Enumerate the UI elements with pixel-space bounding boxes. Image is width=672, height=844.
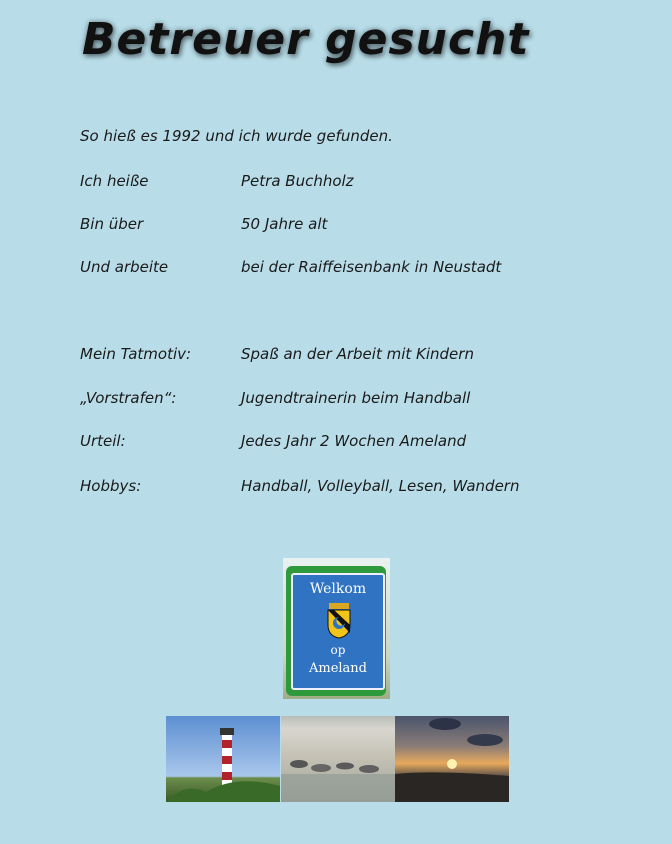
row-value: Spaß an der Arbeit mit Kindern [241, 345, 474, 363]
row-label: „Vorstrafen“: [80, 389, 177, 407]
sign-panel [291, 573, 385, 690]
sunset-icon [395, 716, 509, 802]
coat-of-arms-icon [326, 603, 352, 639]
row-label: Mein Tatmotiv: [80, 345, 192, 363]
row-value: Handball, Volleyball, Lesen, Wandern [241, 477, 520, 495]
ameland-sign-photo [283, 558, 390, 699]
row-label: Ich heiße [80, 172, 149, 190]
row-label: Hobbys: [80, 477, 142, 495]
page-title: Betreuer gesucht [82, 14, 530, 65]
lighthouse-icon [166, 716, 280, 802]
row-label: Urteil: [80, 432, 126, 450]
row-value: Jugendtrainerin beim Handball [241, 389, 471, 407]
sunset-photo [395, 716, 509, 802]
intro-text: So hieß es 1992 und ich wurde gefunden. [80, 127, 393, 145]
row-label: Bin über [80, 215, 144, 233]
row-label: Und arbeite [80, 258, 169, 276]
row-value: Jedes Jahr 2 Wochen Ameland [241, 432, 467, 450]
row-value: Petra Buchholz [241, 172, 354, 190]
seals-photo [281, 716, 395, 802]
sign-text-welkom: Welkom [309, 581, 367, 597]
row-value: 50 Jahre alt [241, 215, 328, 233]
sign-text-op: op [330, 643, 346, 657]
seals-icon [281, 716, 395, 802]
sign-text-ameland: Ameland [308, 661, 367, 676]
lighthouse-photo [166, 716, 280, 802]
row-value: bei der Raiffeisenbank in Neustadt [241, 258, 502, 276]
